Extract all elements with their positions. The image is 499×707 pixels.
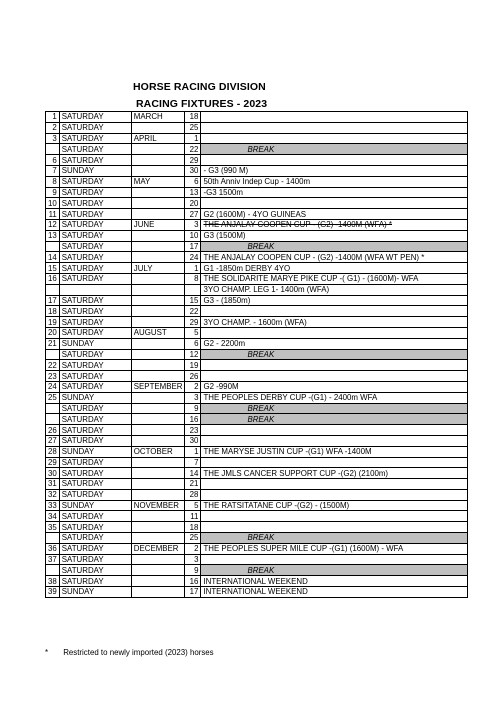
fixture-date: 22 bbox=[185, 144, 201, 155]
fixture-month bbox=[131, 295, 185, 306]
fixture-date: 3 bbox=[185, 554, 201, 565]
fixture-day: SATURDAY bbox=[59, 349, 131, 360]
fixture-row bbox=[46, 263, 468, 274]
fixture-event: -G3 1500m bbox=[201, 187, 468, 198]
fixture-day: SUNDAY bbox=[59, 587, 131, 598]
fixture-number: 23 bbox=[46, 371, 60, 382]
fixture-month bbox=[131, 252, 185, 263]
fixture-day: SATURDAY bbox=[59, 219, 131, 230]
fixture-number: 38 bbox=[46, 576, 60, 587]
fixtures-table bbox=[45, 111, 468, 598]
fixture-date: 27 bbox=[185, 209, 201, 220]
fixture-number: 34 bbox=[46, 511, 60, 522]
fixture-day: SATURDAY bbox=[59, 468, 131, 479]
fixture-number: 18 bbox=[46, 306, 60, 317]
fixture-day: SATURDAY bbox=[59, 144, 131, 155]
fixture-event: INTERNATIONAL WEEKEND bbox=[201, 587, 468, 598]
fixture-row bbox=[46, 327, 468, 338]
fixture-month bbox=[131, 371, 185, 382]
fixture-day: SATURDAY bbox=[59, 381, 131, 392]
fixture-row bbox=[46, 446, 468, 457]
fixture-row bbox=[46, 165, 468, 176]
fixture-event: 3YO CHAMP. LEG 1- 1400m (WFA) bbox=[201, 284, 468, 295]
fixture-number: 9 bbox=[46, 187, 60, 198]
fixture-row bbox=[46, 489, 468, 500]
fixture-number: 27 bbox=[46, 435, 60, 446]
fixture-event: G3 - (1850m) bbox=[201, 295, 468, 306]
fixture-month bbox=[131, 317, 185, 328]
fixture-day bbox=[59, 284, 131, 295]
fixture-row bbox=[46, 403, 468, 414]
fixture-event bbox=[201, 155, 468, 166]
fixture-day: SATURDAY bbox=[59, 554, 131, 565]
fixture-row bbox=[46, 360, 468, 371]
fixture-event: G2 - 2200m bbox=[201, 338, 468, 349]
footnote bbox=[45, 648, 214, 657]
fixture-number: 37 bbox=[46, 554, 60, 565]
fixture-event: BREAK bbox=[201, 144, 468, 155]
fixture-month bbox=[131, 554, 185, 565]
fixture-day: SUNDAY bbox=[59, 392, 131, 403]
fixture-number: 28 bbox=[46, 446, 60, 457]
fixture-row bbox=[46, 187, 468, 198]
fixture-day: SATURDAY bbox=[59, 576, 131, 587]
fixture-month bbox=[131, 479, 185, 490]
fixture-month bbox=[131, 360, 185, 371]
fixture-day: SATURDAY bbox=[59, 435, 131, 446]
fixture-month bbox=[131, 435, 185, 446]
fixture-event: THE PEOPLES DERBY CUP -(G1) - 2400m WFA bbox=[201, 392, 468, 403]
fixture-event bbox=[201, 198, 468, 209]
fixture-date bbox=[185, 284, 201, 295]
fixture-month bbox=[131, 511, 185, 522]
fixture-row bbox=[46, 587, 468, 598]
fixture-row bbox=[46, 565, 468, 576]
fixture-number: 30 bbox=[46, 468, 60, 479]
fixture-month bbox=[131, 338, 185, 349]
fixture-date: 12 bbox=[185, 349, 201, 360]
fixture-month bbox=[131, 273, 185, 284]
fixture-month: MAY bbox=[131, 176, 185, 187]
fixture-day: SATURDAY bbox=[59, 133, 131, 144]
fixture-date: 6 bbox=[185, 176, 201, 187]
fixture-date: 16 bbox=[185, 414, 201, 425]
fixture-event: 3YO CHAMP. - 1600m (WFA) bbox=[201, 317, 468, 328]
fixture-number: 25 bbox=[46, 392, 60, 403]
fixture-event: BREAK bbox=[201, 533, 468, 544]
fixture-day: SATURDAY bbox=[59, 489, 131, 500]
fixture-event: BREAK bbox=[201, 403, 468, 414]
fixture-date: 7 bbox=[185, 457, 201, 468]
fixture-row bbox=[46, 435, 468, 446]
fixture-event: - G3 (990 M) bbox=[201, 165, 468, 176]
fixture-day: SATURDAY bbox=[59, 371, 131, 382]
fixture-row bbox=[46, 155, 468, 166]
fixture-date: 8 bbox=[185, 273, 201, 284]
fixture-event: BREAK bbox=[201, 565, 468, 576]
fixture-number: 22 bbox=[46, 360, 60, 371]
footnote-marker: * bbox=[45, 648, 49, 657]
fixture-number: 19 bbox=[46, 317, 60, 328]
fixture-date: 9 bbox=[185, 565, 201, 576]
fixture-day: SATURDAY bbox=[59, 317, 131, 328]
fixture-month: APRIL bbox=[131, 133, 185, 144]
fixture-number: 17 bbox=[46, 295, 60, 306]
fixture-row bbox=[46, 425, 468, 436]
fixture-event: THE ANJALAY COOPEN CUP - (G2) -1400M (WFA WT PEN) * bbox=[201, 252, 468, 263]
fixture-month: JUNE bbox=[131, 219, 185, 230]
fixture-date: 1 bbox=[185, 263, 201, 274]
fixture-number bbox=[46, 533, 60, 544]
fixture-day: SATURDAY bbox=[59, 295, 131, 306]
fixture-date: 24 bbox=[185, 252, 201, 263]
fixture-month bbox=[131, 533, 185, 544]
fixture-number: 29 bbox=[46, 457, 60, 468]
fixture-event bbox=[201, 122, 468, 133]
fixture-number: 15 bbox=[46, 263, 60, 274]
fixture-day: SATURDAY bbox=[59, 112, 131, 123]
fixture-date: 15 bbox=[185, 295, 201, 306]
fixture-date: 14 bbox=[185, 468, 201, 479]
fixture-date: 17 bbox=[185, 241, 201, 252]
fixture-month bbox=[131, 349, 185, 360]
fixture-number: 16 bbox=[46, 273, 60, 284]
fixture-event: G3 (1500M) bbox=[201, 230, 468, 241]
fixture-month bbox=[131, 489, 185, 500]
fixture-row bbox=[46, 198, 468, 209]
fixture-row bbox=[46, 479, 468, 490]
fixture-month bbox=[131, 468, 185, 479]
fixture-month bbox=[131, 155, 185, 166]
fixture-number: 2 bbox=[46, 122, 60, 133]
fixture-day: SATURDAY bbox=[59, 198, 131, 209]
fixture-row bbox=[46, 381, 468, 392]
fixture-day: SATURDAY bbox=[59, 176, 131, 187]
fixture-event: G2 (1600M) - 4YO GUINEAS bbox=[201, 209, 468, 220]
fixture-number: 24 bbox=[46, 381, 60, 392]
fixture-event bbox=[201, 457, 468, 468]
fixture-row bbox=[46, 468, 468, 479]
fixture-event bbox=[201, 112, 468, 123]
fixture-month bbox=[131, 587, 185, 598]
fixture-date: 30 bbox=[185, 165, 201, 176]
fixture-month: AUGUST bbox=[131, 327, 185, 338]
fixture-day: SUNDAY bbox=[59, 446, 131, 457]
fixture-event: THE PEOPLES SUPER MILE CUP -(G1) (1600M) - WFA bbox=[201, 543, 468, 554]
fixture-day: SATURDAY bbox=[59, 155, 131, 166]
fixture-number bbox=[46, 565, 60, 576]
fixture-month: OCTOBER bbox=[131, 446, 185, 457]
fixture-number: 7 bbox=[46, 165, 60, 176]
fixture-month bbox=[131, 198, 185, 209]
fixture-event: 50th Anniv Indep Cup - 1400m bbox=[201, 176, 468, 187]
fixture-row bbox=[46, 500, 468, 511]
fixture-month: JULY bbox=[131, 263, 185, 274]
fixture-number: 35 bbox=[46, 522, 60, 533]
fixture-date: 11 bbox=[185, 511, 201, 522]
fixture-event bbox=[201, 511, 468, 522]
fixture-number: 10 bbox=[46, 198, 60, 209]
fixture-day: SATURDAY bbox=[59, 209, 131, 220]
fixture-event bbox=[201, 133, 468, 144]
fixture-number: 31 bbox=[46, 479, 60, 490]
fixture-row bbox=[46, 209, 468, 220]
fixture-event: THE SOLIDARITE MARYE PIKE CUP -( G1) - (1600M)- WFA bbox=[201, 273, 468, 284]
fixture-month bbox=[131, 230, 185, 241]
fixture-day: SUNDAY bbox=[59, 500, 131, 511]
fixture-number: 32 bbox=[46, 489, 60, 500]
fixture-month bbox=[131, 165, 185, 176]
fixture-row bbox=[46, 230, 468, 241]
fixture-month: NOVEMBER bbox=[131, 500, 185, 511]
fixture-day: SATURDAY bbox=[59, 414, 131, 425]
fixture-event: BREAK bbox=[201, 414, 468, 425]
fixture-day: SATURDAY bbox=[59, 565, 131, 576]
fixture-month bbox=[131, 403, 185, 414]
fixture-row bbox=[46, 371, 468, 382]
fixture-event: G1 -1850m DERBY 4YO bbox=[201, 263, 468, 274]
fixture-number: 20 bbox=[46, 327, 60, 338]
fixture-date: 23 bbox=[185, 425, 201, 436]
fixture-date: 10 bbox=[185, 230, 201, 241]
fixture-event: THE JMLS CANCER SUPPORT CUP -(G2) (2100m) bbox=[201, 468, 468, 479]
fixture-event bbox=[201, 360, 468, 371]
fixture-day: SATURDAY bbox=[59, 230, 131, 241]
fixture-day: SATURDAY bbox=[59, 511, 131, 522]
fixture-date: 18 bbox=[185, 522, 201, 533]
fixture-date: 19 bbox=[185, 360, 201, 371]
fixture-date: 3 bbox=[185, 219, 201, 230]
fixture-row bbox=[46, 414, 468, 425]
footnote-text: Restricted to newly imported (2023) horses bbox=[63, 648, 214, 657]
fixture-number: 39 bbox=[46, 587, 60, 598]
fixture-month bbox=[131, 425, 185, 436]
fixture-row bbox=[46, 317, 468, 328]
fixture-day: SATURDAY bbox=[59, 306, 131, 317]
fixture-month bbox=[131, 414, 185, 425]
fixture-event bbox=[201, 371, 468, 382]
fixture-number: 36 bbox=[46, 543, 60, 554]
fixture-day: SUNDAY bbox=[59, 338, 131, 349]
fixture-row bbox=[46, 392, 468, 403]
fixture-row bbox=[46, 306, 468, 317]
document-subtitle: RACING FIXTURES - 2023 bbox=[136, 98, 268, 110]
fixture-event bbox=[201, 306, 468, 317]
fixture-day: SATURDAY bbox=[59, 543, 131, 554]
fixture-row bbox=[46, 133, 468, 144]
fixture-date: 1 bbox=[185, 446, 201, 457]
fixture-month: DECEMBER bbox=[131, 543, 185, 554]
fixture-event: THE MARYSE JUSTIN CUP -(G1) WFA -1400M bbox=[201, 446, 468, 457]
fixture-number: 11 bbox=[46, 209, 60, 220]
fixture-month: MARCH bbox=[131, 112, 185, 123]
fixture-row bbox=[46, 522, 468, 533]
fixture-number: 13 bbox=[46, 230, 60, 241]
fixture-day: SATURDAY bbox=[59, 263, 131, 274]
fixture-number bbox=[46, 144, 60, 155]
fixture-day: SATURDAY bbox=[59, 403, 131, 414]
fixture-number: 26 bbox=[46, 425, 60, 436]
fixture-date: 1 bbox=[185, 133, 201, 144]
fixture-date: 29 bbox=[185, 317, 201, 328]
fixture-day: SATURDAY bbox=[59, 273, 131, 284]
fixture-number: 21 bbox=[46, 338, 60, 349]
fixture-month bbox=[131, 187, 185, 198]
fixture-number: 33 bbox=[46, 500, 60, 511]
fixture-number: 1 bbox=[46, 112, 60, 123]
fixture-event: BREAK bbox=[201, 241, 468, 252]
fixture-event: BREAK bbox=[201, 349, 468, 360]
fixture-number bbox=[46, 241, 60, 252]
fixture-number bbox=[46, 284, 60, 295]
fixture-day: SATURDAY bbox=[59, 122, 131, 133]
fixture-date: 2 bbox=[185, 543, 201, 554]
fixture-event bbox=[201, 327, 468, 338]
fixture-month bbox=[131, 392, 185, 403]
fixture-event bbox=[201, 425, 468, 436]
fixture-row bbox=[46, 543, 468, 554]
fixture-row bbox=[46, 219, 468, 230]
fixture-day: SATURDAY bbox=[59, 457, 131, 468]
fixture-date: 29 bbox=[185, 155, 201, 166]
fixture-month bbox=[131, 522, 185, 533]
fixture-day: SATURDAY bbox=[59, 360, 131, 371]
fixture-date: 17 bbox=[185, 587, 201, 598]
fixture-month: SEPTEMBER bbox=[131, 381, 185, 392]
fixture-date: 30 bbox=[185, 435, 201, 446]
fixture-date: 20 bbox=[185, 198, 201, 209]
fixture-date: 28 bbox=[185, 489, 201, 500]
fixture-row bbox=[46, 295, 468, 306]
fixture-number bbox=[46, 414, 60, 425]
fixture-month bbox=[131, 457, 185, 468]
fixture-event: G2 -990M bbox=[201, 381, 468, 392]
fixture-date: 13 bbox=[185, 187, 201, 198]
fixture-month bbox=[131, 241, 185, 252]
fixture-date: 21 bbox=[185, 479, 201, 490]
fixture-month bbox=[131, 122, 185, 133]
fixture-day: SATURDAY bbox=[59, 327, 131, 338]
fixture-month bbox=[131, 144, 185, 155]
fixture-date: 9 bbox=[185, 403, 201, 414]
fixture-date: 2 bbox=[185, 381, 201, 392]
fixture-date: 22 bbox=[185, 306, 201, 317]
fixture-row bbox=[46, 241, 468, 252]
fixture-day: SATURDAY bbox=[59, 522, 131, 533]
fixture-date: 25 bbox=[185, 122, 201, 133]
fixture-day: SATURDAY bbox=[59, 187, 131, 198]
fixture-event: THE RATSITATANE CUP -(G2) - (1500M) bbox=[201, 500, 468, 511]
fixture-row bbox=[46, 284, 468, 295]
fixture-row bbox=[46, 533, 468, 544]
fixture-row bbox=[46, 554, 468, 565]
fixture-day: SATURDAY bbox=[59, 425, 131, 436]
fixture-date: 26 bbox=[185, 371, 201, 382]
fixture-event: INTERNATIONAL WEEKEND bbox=[201, 576, 468, 587]
fixture-row bbox=[46, 576, 468, 587]
fixture-row bbox=[46, 176, 468, 187]
document-title: HORSE RACING DIVISION bbox=[133, 81, 266, 93]
fixture-row bbox=[46, 144, 468, 155]
fixture-row bbox=[46, 349, 468, 360]
fixture-day: SATURDAY bbox=[59, 479, 131, 490]
fixture-row bbox=[46, 112, 468, 123]
fixture-day: SATURDAY bbox=[59, 252, 131, 263]
fixture-number bbox=[46, 349, 60, 360]
fixture-date: 6 bbox=[185, 338, 201, 349]
fixture-event bbox=[201, 522, 468, 533]
fixture-number bbox=[46, 403, 60, 414]
fixture-month bbox=[131, 209, 185, 220]
fixture-month bbox=[131, 284, 185, 295]
fixture-date: 25 bbox=[185, 533, 201, 544]
fixture-row bbox=[46, 338, 468, 349]
fixture-date: 3 bbox=[185, 392, 201, 403]
fixture-day: SATURDAY bbox=[59, 533, 131, 544]
fixture-event bbox=[201, 489, 468, 500]
fixture-event: THE ANJALAY COOPEN CUP - (G2) -1400M (WFA) * bbox=[201, 219, 468, 230]
fixture-event bbox=[201, 479, 468, 490]
fixture-date: 18 bbox=[185, 112, 201, 123]
fixture-row bbox=[46, 511, 468, 522]
fixture-number: 8 bbox=[46, 176, 60, 187]
fixture-number: 6 bbox=[46, 155, 60, 166]
fixture-number: 3 bbox=[46, 133, 60, 144]
fixture-month bbox=[131, 306, 185, 317]
fixture-event bbox=[201, 554, 468, 565]
fixture-day: SUNDAY bbox=[59, 165, 131, 176]
fixture-month bbox=[131, 565, 185, 576]
fixture-number: 12 bbox=[46, 219, 60, 230]
fixture-date: 16 bbox=[185, 576, 201, 587]
fixture-row bbox=[46, 252, 468, 263]
fixture-date: 5 bbox=[185, 500, 201, 511]
fixture-date: 5 bbox=[185, 327, 201, 338]
fixture-event bbox=[201, 435, 468, 446]
fixture-number: 14 bbox=[46, 252, 60, 263]
fixture-row bbox=[46, 273, 468, 284]
fixture-row bbox=[46, 122, 468, 133]
fixture-day: SATURDAY bbox=[59, 241, 131, 252]
fixture-row bbox=[46, 457, 468, 468]
fixture-month bbox=[131, 576, 185, 587]
